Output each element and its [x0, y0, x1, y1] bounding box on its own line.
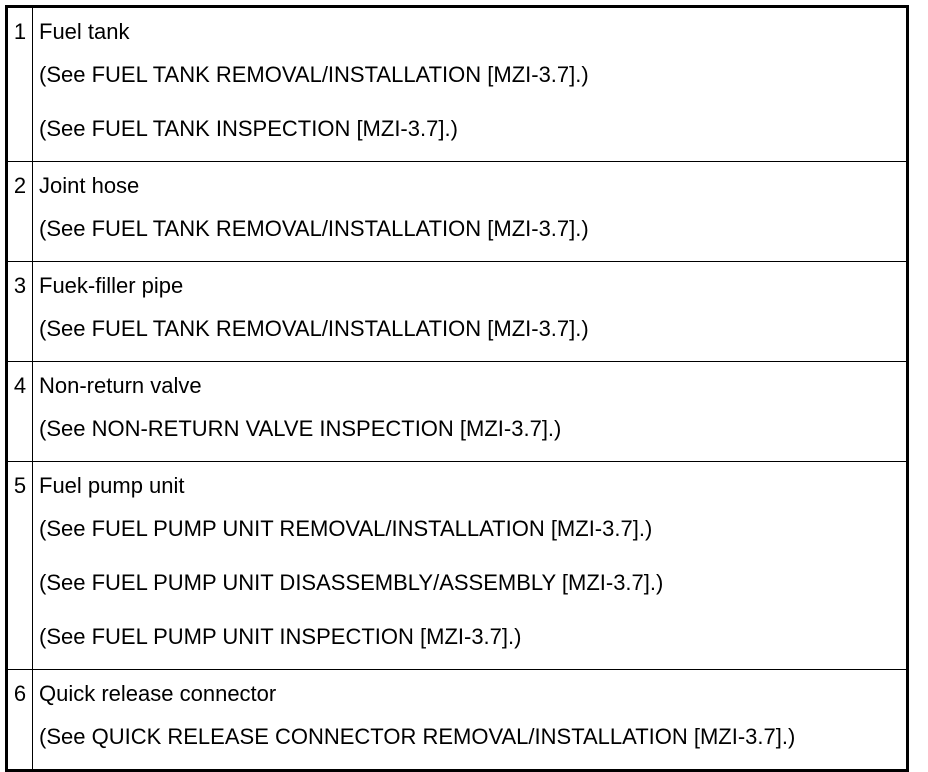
row-number: 1 [8, 8, 33, 161]
reference-link[interactable]: (See FUEL PUMP UNIT INSPECTION [MZI-3.7].) [39, 624, 522, 649]
row-content [33, 462, 906, 669]
table-row [8, 261, 906, 361]
row-number: 3 [8, 262, 33, 361]
parts-table [5, 5, 909, 772]
row-content [33, 162, 906, 261]
table-row [8, 669, 906, 769]
part-name: Joint hose [39, 173, 140, 198]
part-name: Fuek-filler pipe [39, 273, 184, 298]
reference-link[interactable]: (See FUEL TANK REMOVAL/INSTALLATION [MZI-3.7].) [39, 216, 589, 241]
table-row [8, 361, 906, 461]
row-content [33, 362, 906, 461]
part-name: Quick release connector [39, 681, 277, 706]
reference-link[interactable]: (See FUEL TANK REMOVAL/INSTALLATION [MZI-3.7].) [39, 62, 589, 87]
row-number: 2 [8, 162, 33, 261]
part-name: Non-return valve [39, 373, 202, 398]
table-row [8, 461, 906, 669]
reference-link[interactable]: (See FUEL TANK INSPECTION [MZI-3.7].) [39, 116, 458, 141]
reference-link[interactable]: (See NON-RETURN VALVE INSPECTION [MZI-3.7].) [39, 416, 562, 441]
row-content [33, 670, 906, 769]
row-number: 5 [8, 462, 33, 669]
part-name: Fuel tank [39, 19, 130, 44]
table-row [8, 161, 906, 261]
table-row [8, 8, 906, 161]
row-content [33, 262, 906, 361]
reference-link[interactable]: (See FUEL PUMP UNIT REMOVAL/INSTALLATION [MZI-3.7].) [39, 516, 653, 541]
row-number: 6 [8, 670, 33, 769]
row-content [33, 8, 906, 161]
reference-link[interactable]: (See QUICK RELEASE CONNECTOR REMOVAL/INSTALLATION [MZI-3.7].) [39, 724, 796, 749]
reference-link[interactable]: (See FUEL PUMP UNIT DISASSEMBLY/ASSEMBLY [MZI-3.7].) [39, 570, 664, 595]
reference-link[interactable]: (See FUEL TANK REMOVAL/INSTALLATION [MZI-3.7].) [39, 316, 589, 341]
row-number: 4 [8, 362, 33, 461]
part-name: Fuel pump unit [39, 473, 185, 498]
